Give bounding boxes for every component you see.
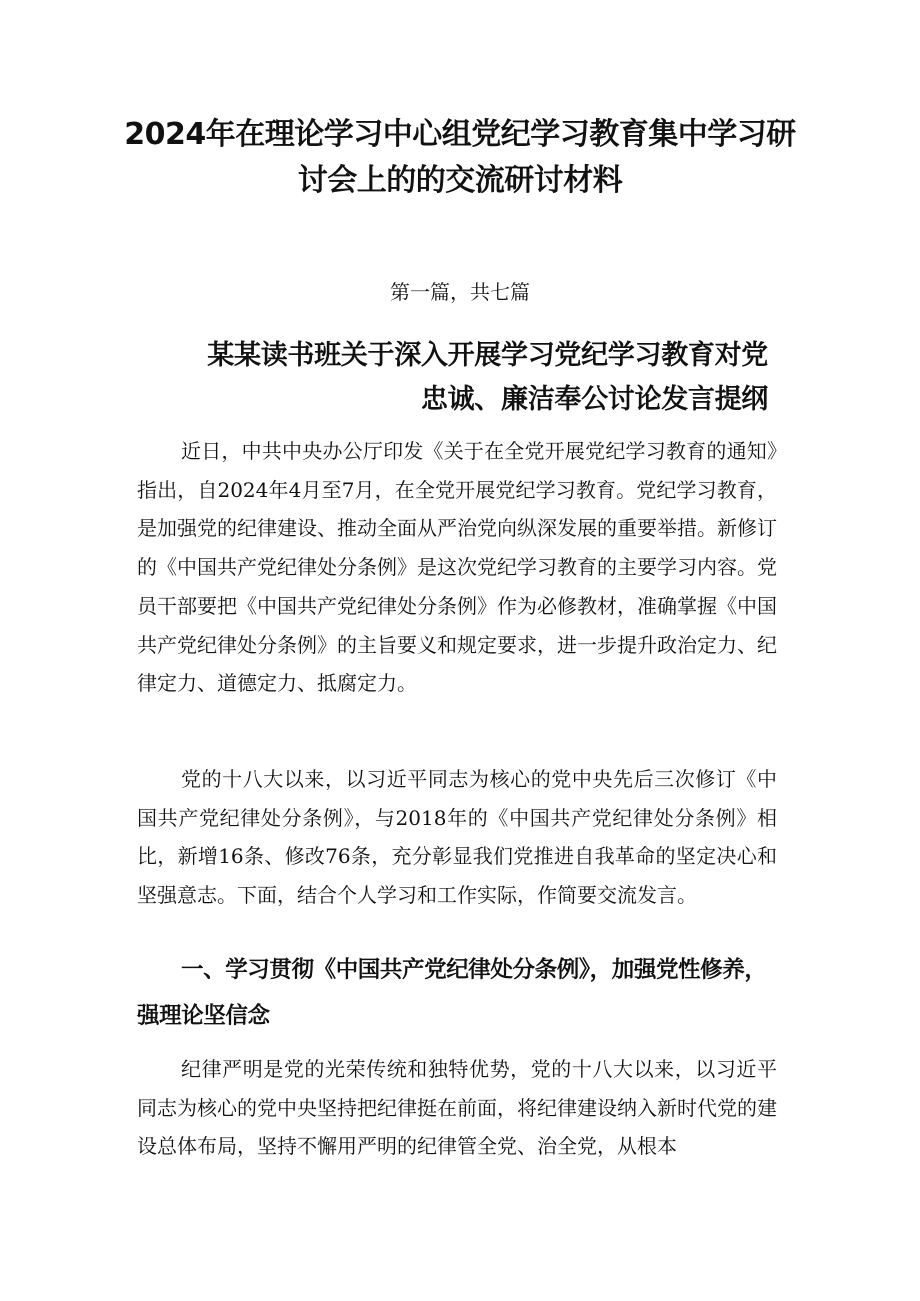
body-paragraph-2: 党的十八大以来，以习近平同志为核心的党中央先后三次修订《中国共产党纪律处分条例》，与2018年的《中国共产党纪律处分条例》相比，新增16条、修改76条，充分彰显我们党推进自我革命的坚定决心和坚强意志。下面，结合个人学习和工作实际，作简要交流发言。 <box>137 767 777 908</box>
body-paragraph-3: 纪律严明是党的光荣传统和独特优势，党的十八大以来，以习近平同志为核心的党中央坚持把纪律挺在前面，将纪律建设纳入新时代党的建设总体布局，坚持不懈用严明的纪律管全党、治全党，从根本 <box>137 1057 777 1159</box>
document-title-line-2: 讨会上的的交流研讨材料 <box>297 163 623 198</box>
article-subtitle <box>150 334 768 422</box>
document-title <box>110 112 810 204</box>
part-label: 第一篇，共七篇 <box>390 280 530 304</box>
article-subtitle-line-1: 某某读书班关于深入开展学习党纪学习教育对党 <box>207 340 768 371</box>
section-heading-1: 一、学习贯彻《中国共产党纪律处分条例》，加强党性修养，强理论坚信念 <box>137 957 767 1029</box>
article-subtitle-line-2: 忠诚、廉洁奉公讨论发言提纲 <box>420 384 768 415</box>
body-paragraph-1: 近日，中共中央办公厅印发《关于在全党开展党纪学习教育的通知》指出，自2024年4月至7月，在全党开展党纪学习教育。党纪学习教育，是加强党的纪律建设、推动全面从严治党向纵深发展的重要举措。新修订的《中国共产党纪律处分条例》是这次党纪学习教育的主要学习内容。党员干部要把《中国共产党纪律处分条例》作为必修教材，准确掌握《中国共产党纪律处分条例》的主旨要义和规定要求，进一步提升政治定力、纪律定力、道德定力、抵腐定力。 <box>137 439 777 696</box>
document-title-line-1: 2024年在理论学习中心组党纪学习教育集中学习研 <box>124 117 796 152</box>
